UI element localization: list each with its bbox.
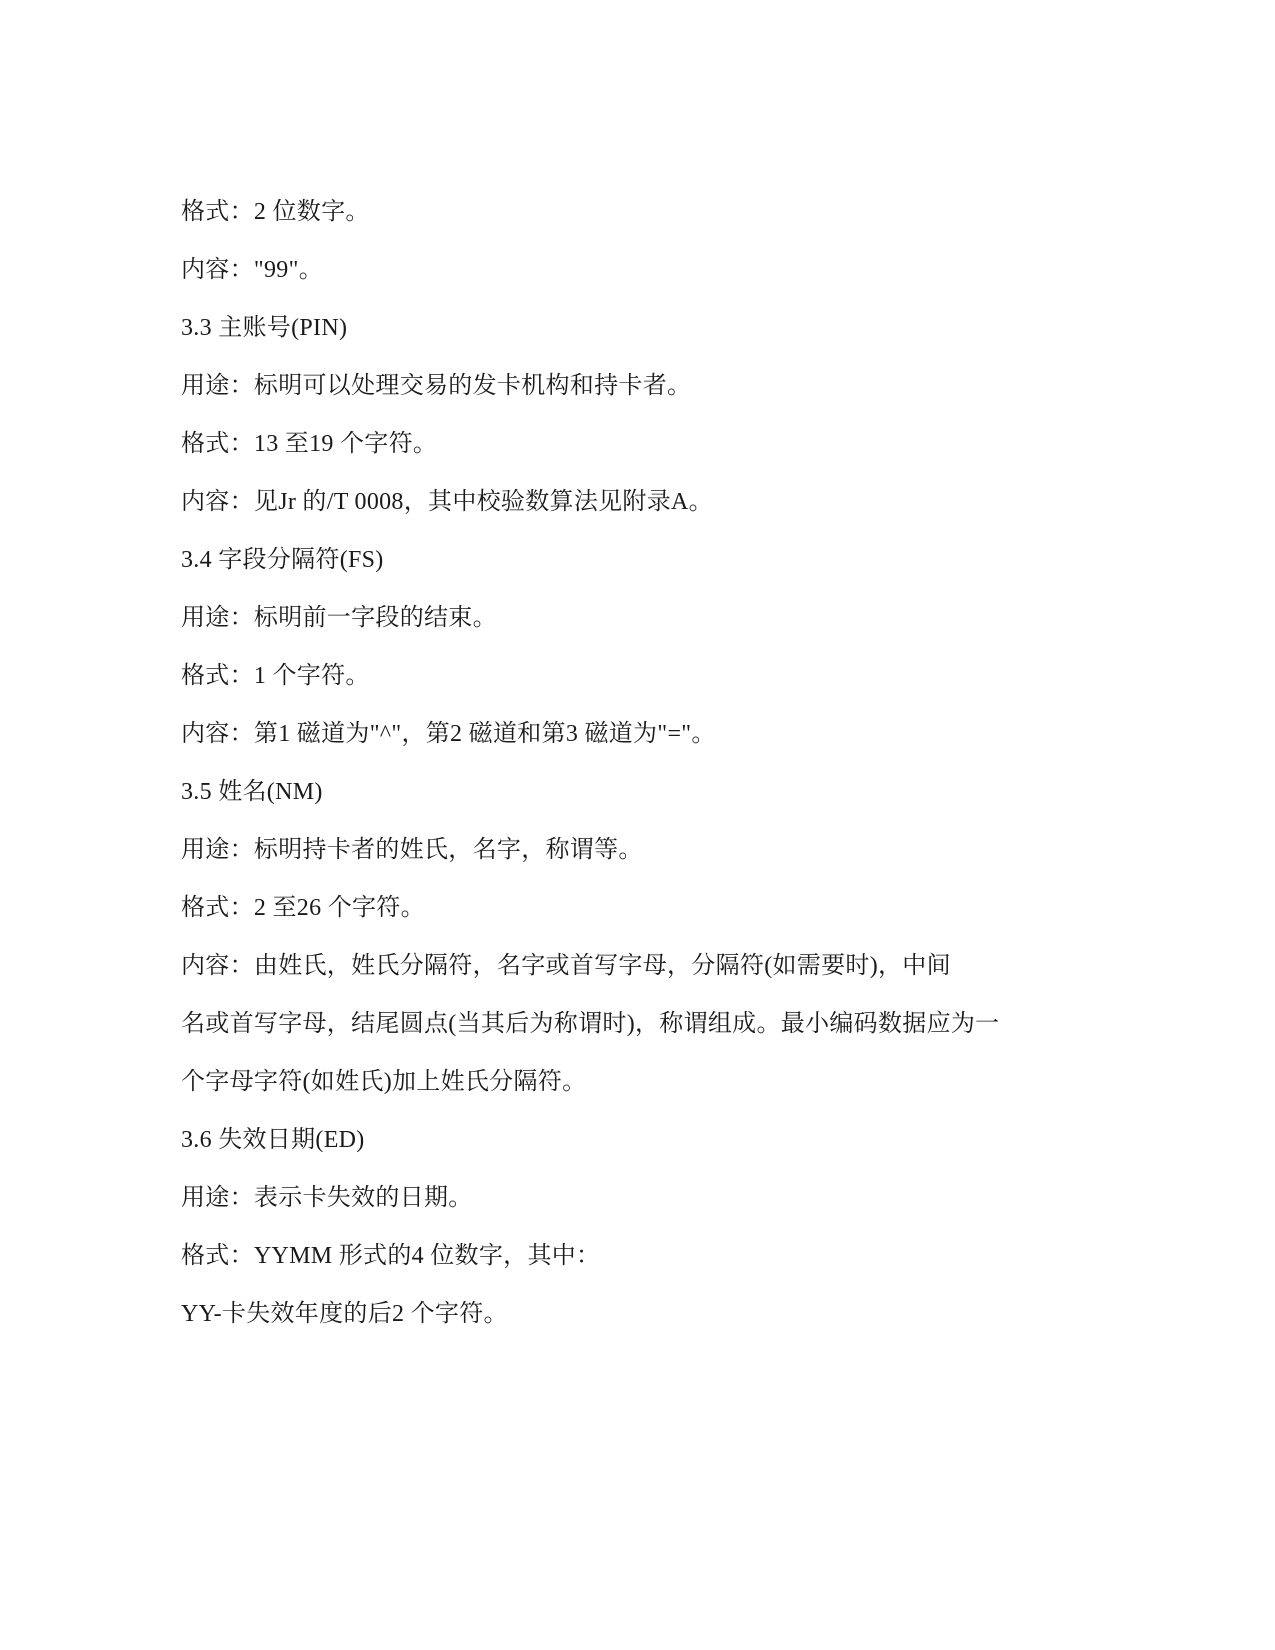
section-heading-3-6: 3.6 失效日期(ED): [181, 1127, 365, 1153]
format-line-pin: 格式：13 至19 个字符。: [181, 431, 438, 457]
purpose-line-pin: 用途：标明可以处理交易的发卡机构和持卡者。: [181, 373, 692, 399]
yy-definition-line: YY-卡失效年度的后2 个字符。: [181, 1301, 508, 1327]
purpose-line-fs: 用途：标明前一字段的结束。: [181, 605, 497, 631]
content-line-nm-3: 个字母字符(如姓氏)加上姓氏分隔符。: [181, 1069, 587, 1095]
purpose-line-nm: 用途：标明持卡者的姓氏，名字，称谓等。: [181, 837, 643, 863]
content-line-nm-2: 名或首写字母，结尾圆点(当其后为称谓时)，称谓组成。最小编码数据应为一: [181, 1011, 1000, 1037]
format-line-2-digits: 格式：2 位数字。: [181, 199, 370, 225]
format-line-fs: 格式：1 个字符。: [181, 663, 370, 689]
purpose-line-ed: 用途：表示卡失效的日期。: [181, 1185, 473, 1211]
content-line-nm-1: 内容：由姓氏，姓氏分隔符，名字或首写字母，分隔符(如需要时)，中间: [181, 953, 951, 979]
format-line-nm: 格式：2 至26 个字符。: [181, 895, 425, 921]
section-heading-3-5: 3.5 姓名(NM): [181, 779, 323, 805]
content-line-99: 内容："99"。: [181, 257, 323, 283]
section-heading-3-4: 3.4 字段分隔符(FS): [181, 547, 384, 573]
format-line-ed: 格式：YYMM 形式的4 位数字，其中：: [181, 1243, 601, 1269]
content-line-fs: 内容：第1 磁道为"^"，第2 磁道和第3 磁道为"="。: [181, 721, 716, 747]
section-heading-3-3: 3.3 主账号(PIN): [181, 315, 348, 341]
content-line-pin: 内容：见Jr 的/T 0008，其中校验数算法见附录A。: [181, 489, 713, 515]
